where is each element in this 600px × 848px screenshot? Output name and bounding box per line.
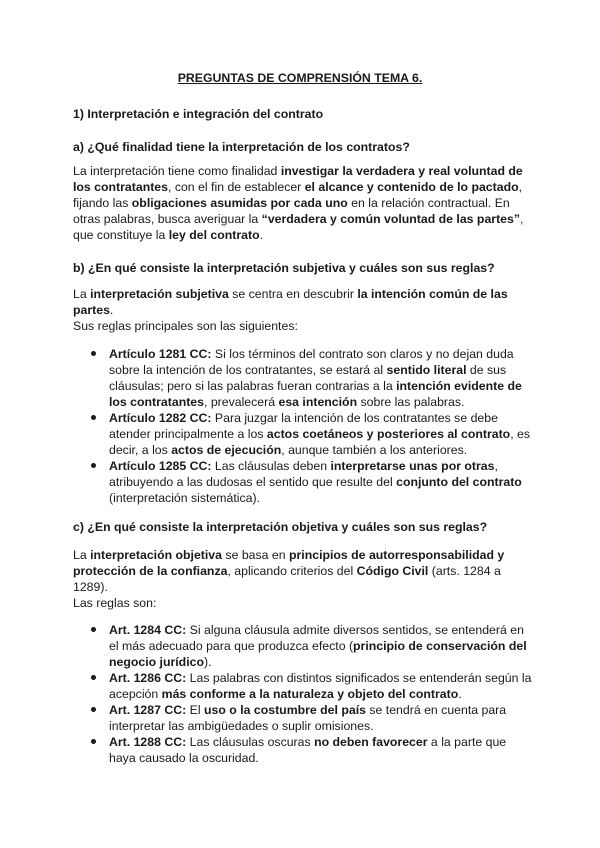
list-item: Art. 1286 CC: Las palabras con distintos significados se entenderán según la acepción más conforme a la naturaleza y objeto del contrato. [73,670,531,702]
section-heading: 1) Interpretación e integración del contrato [73,107,324,121]
question-a-answer: La interpretación tiene como finalidad investigar la verdadera y real voluntad de los contratantes, con el fin de establecer el alcance y contenido de lo pactado, fijando las obligaciones asumidas por cada uno en la relación contractual. En otras palabras, busca averiguar la “verdadera y común voluntad de las partes”, que constituye la ley del contrato. [73,164,524,242]
question-c-answer: La interpretación objetiva se basa en principios de autorresponsabilidad y protección de la confianza, aplicando criterios del Código Civil (arts. 1284 a 1289). Las reglas son: [73,548,505,610]
question-b-heading: b) ¿En qué consiste la interpretación subjetiva y cuáles son sus reglas? [73,261,495,275]
question-b-rules-list [73,346,531,506]
list-item: Art. 1284 CC: Si alguna cláusula admite diversos sentidos, se entenderá en el más adecuado para que produzca efecto (principio de conservación del negocio jurídico). [73,622,531,670]
page-title: PREGUNTAS DE COMPRENSIÓN TEMA 6. [177,71,423,85]
list-item: Art. 1288 CC: Las cláusulas oscuras no deben favorecer a la parte que haya causado la oscuridad. [73,734,531,766]
question-a-heading: a) ¿Qué finalidad tiene la interpretación de los contratos? [73,140,410,154]
question-b-answer: La interpretación subjetiva se centra en descubrir la intención común de las partes. Sus reglas principales son las siguientes: [73,287,508,333]
list-item: Artículo 1282 CC: Para juzgar la intención de los contratantes se debe atender principalmente a los actos coetáneos y posteriores al contrato, es decir, a los actos de ejecución, aunque también a los anteriores. [73,410,531,458]
list-item: Art. 1287 CC: El uso o la costumbre del país se tendrá en cuenta para interpretar las ambigüedades o suplir omisiones. [73,702,531,734]
question-c-rules-list [73,622,531,766]
list-item: Artículo 1281 CC: Si los términos del contrato son claros y no dejan duda sobre la intención de los contratantes, se estará al sentido literal de sus cláusulas; pero si las palabras fueran contrarias a la intención evidente de los contratantes, prevalecerá esa intención sobre las palabras. [73,346,531,410]
list-item: Artículo 1285 CC: Las cláusulas deben interpretarse unas por otras, atribuyendo a las dudosas el sentido que resulte del conjunto del contrato (interpretación sistemática). [73,458,531,506]
question-c-heading: c) ¿En qué consiste la interpretación objetiva y cuáles son sus reglas? [73,520,488,534]
